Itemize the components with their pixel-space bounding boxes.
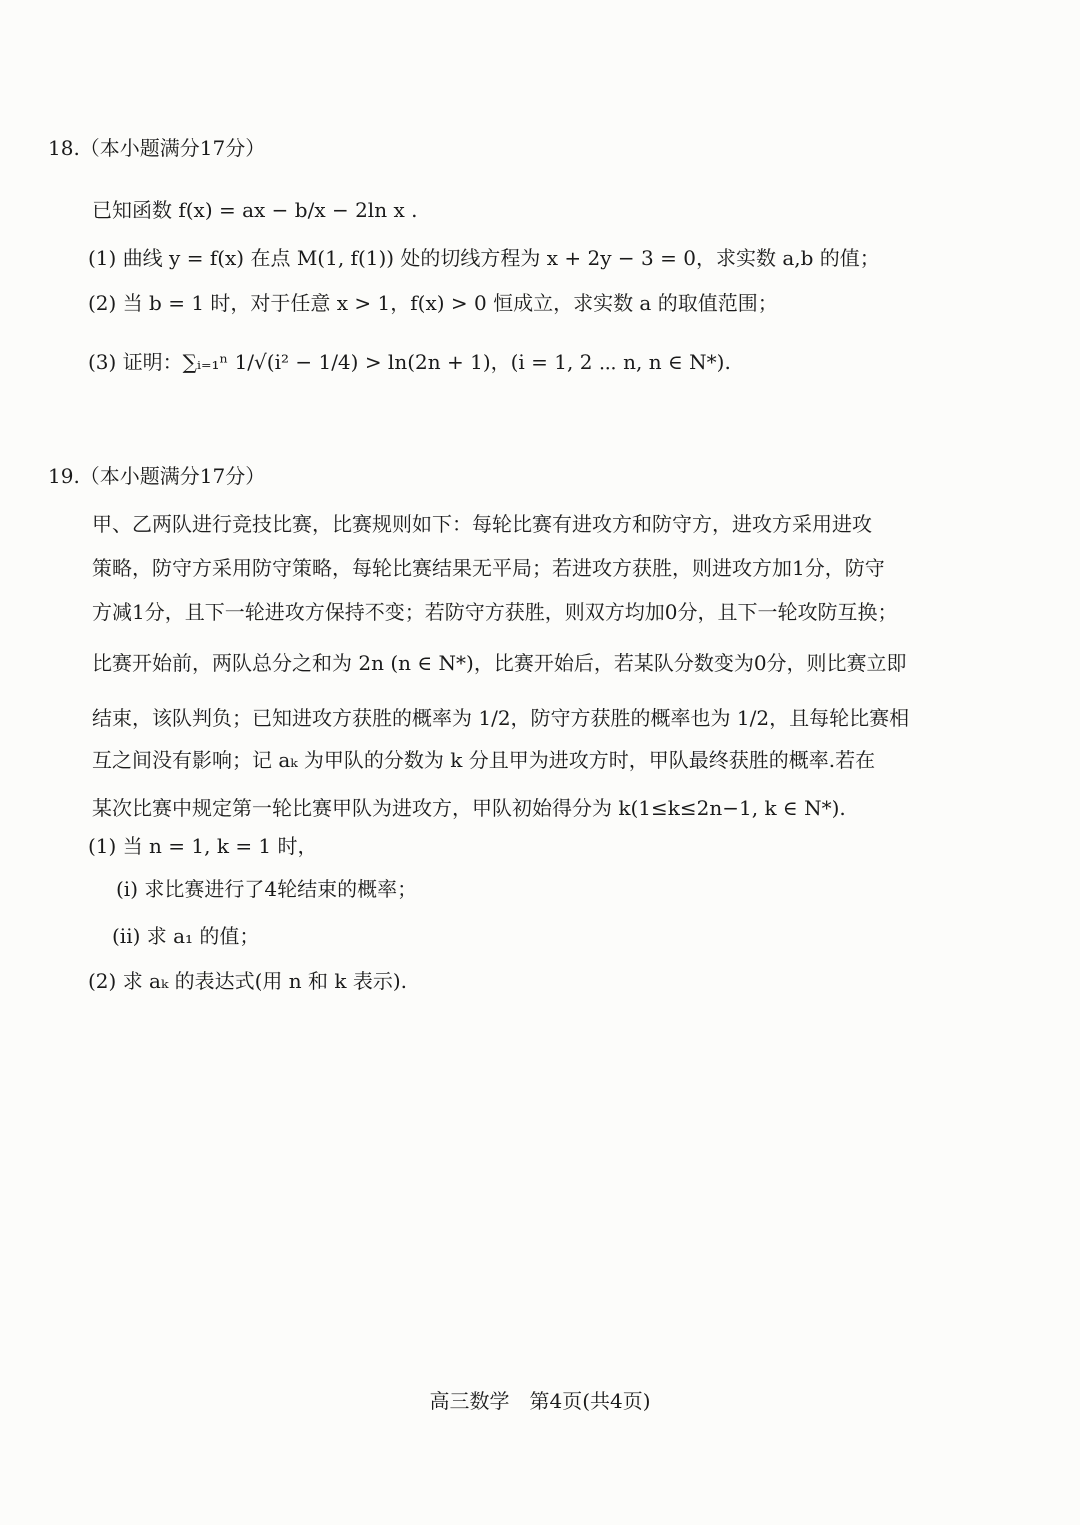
q19-part1-ii: (ii) 求 a₁ 的值； (112, 924, 260, 948)
q19-part2: (2) 求 aₖ 的表达式(用 n 和 k 表示). (88, 969, 408, 993)
q18-header: 18.（本小题满分17分） (48, 136, 266, 160)
q19-line-4: 比赛开始前，两队总分之和为 2n (n ∈ N*)，比赛开始后，若某队分数变为0分，则比赛立即 (92, 651, 907, 675)
q19-line-5: 结束，该队判负；已知进攻方获胜的概率为 1/2，防守方获胜的概率也为 1/2，且每轮比赛相 (92, 706, 910, 730)
q18-part3: (3) 证明：∑ᵢ₌₁ⁿ 1/√(i² − 1/4) > ln(2n + 1)，(i = 1, 2 ⋯ n, n ∈ N*). (88, 350, 731, 374)
q19-line-1: 甲、乙两队进行竞技比赛，比赛规则如下：每轮比赛有进攻方和防守方，进攻方采用进攻 (92, 512, 872, 536)
q19-part1: (1) 当 n = 1, k = 1 时， (88, 834, 318, 858)
q19-line-7: 某次比赛中规定第一轮比赛甲队为进攻方，甲队初始得分为 k(1≤k≤2n−1, k ∈ N*). (92, 796, 846, 820)
q19-line-2: 策略，防守方采用防守策略，每轮比赛结果无平局；若进攻方获胜，则进攻方加1分，防守 (92, 556, 885, 580)
q18-part2: (2) 当 b = 1 时，对于任意 x > 1，f(x) > 0 恒成立，求实数 a 的取值范围； (88, 291, 778, 315)
q19-part1-i: (i) 求比赛进行了4轮结束的概率； (116, 877, 418, 901)
q18-stem: 已知函数 f(x) = ax − b/x − 2ln x . (92, 198, 418, 222)
q18-part1: (1) 曲线 y = f(x) 在点 M(1, f(1)) 处的切线方程为 x + 2y − 3 = 0，求实数 a,b 的值； (88, 246, 880, 270)
page-footer: 高三数学 第4页(共4页) (429, 1389, 651, 1413)
q19-line-6: 互之间没有影响；记 aₖ 为甲队的分数为 k 分且甲为进攻方时，甲队最终获胜的概率.若在 (92, 748, 876, 772)
q19-line-3: 方减1分，且下一轮进攻方保持不变；若防守方获胜，则双方均加0分，且下一轮攻防互换； (92, 600, 898, 624)
q19-header: 19.（本小题满分17分） (48, 464, 266, 488)
